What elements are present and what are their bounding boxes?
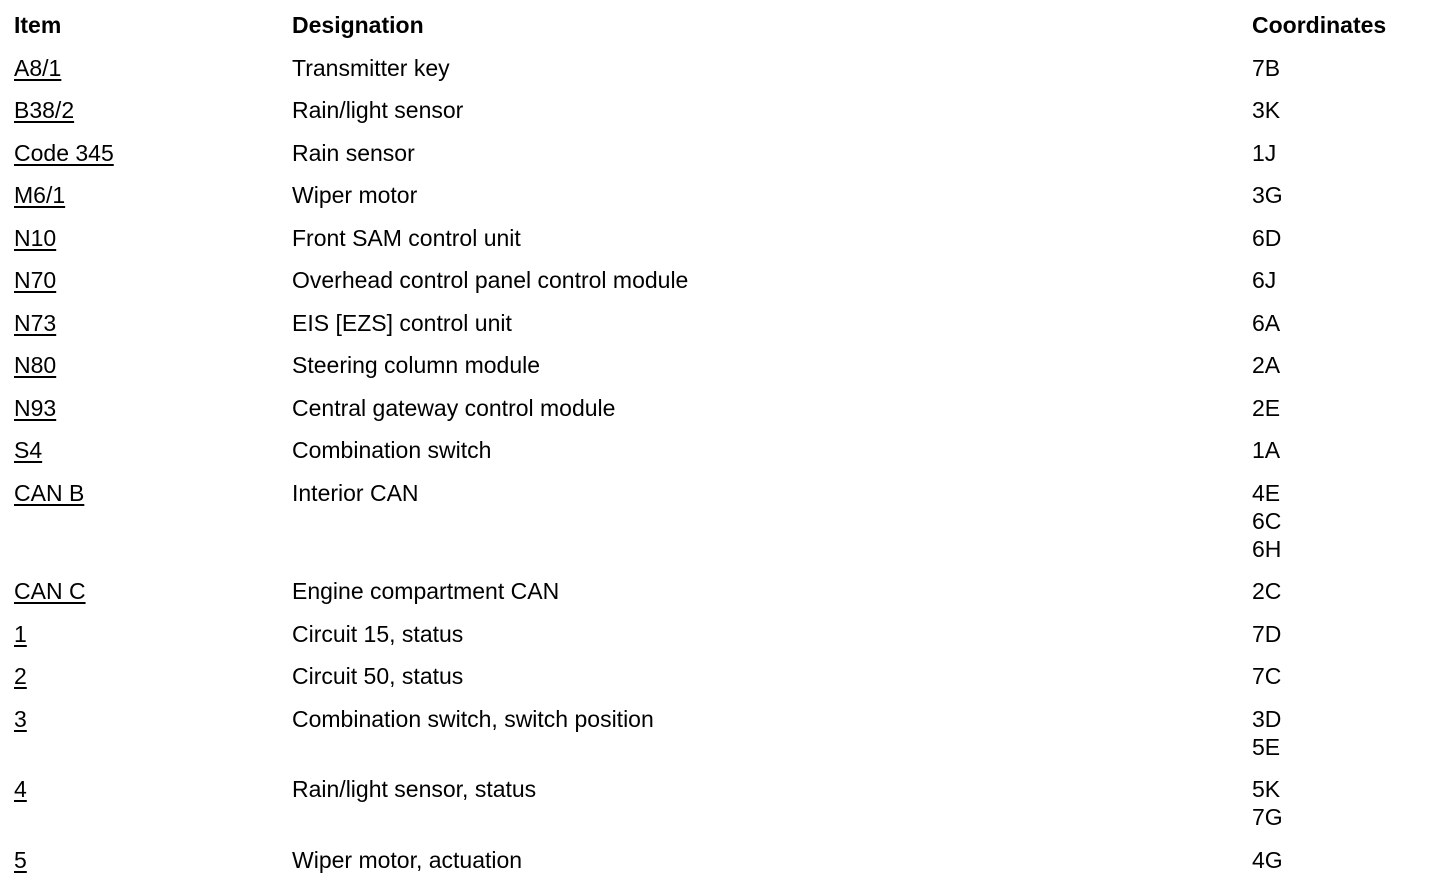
designation-cell: Rain sensor [292,139,415,166]
item-link[interactable]: S4 [14,437,43,463]
table-row [14,775,1424,846]
item-column-header: Item [14,12,62,38]
item-link[interactable]: 3 [14,705,27,732]
coordinates-cell: 3D 5E [1252,705,1282,760]
table-row [14,266,1424,309]
item-link[interactable]: Code 345 [14,139,114,166]
designation-cell: Combination switch, switch position [292,705,654,732]
coordinates-column-header: Coordinates [1252,12,1387,38]
coordinates-cell: 6D [1252,224,1282,251]
table-row [14,846,1424,889]
item-link[interactable]: CAN B [14,479,85,506]
designation-cell: Circuit 15, status [292,620,464,647]
coordinates-cell: 7D [1252,620,1282,647]
coordinates-cell: 3G [1252,182,1283,208]
coordinates-cell: 4G [1252,846,1283,873]
table-row [14,96,1424,139]
coordinates-cell: 2A [1252,352,1281,378]
table-header-row [14,11,1424,54]
coordinates-cell: 6A [1252,309,1281,336]
table-row [14,351,1424,394]
table-row [14,54,1424,97]
item-link[interactable]: CAN C [14,578,86,604]
designation-cell: Rain/light sensor, status [292,776,537,802]
coordinates-cell: 2C [1252,578,1282,604]
table-row [14,309,1424,352]
designation-cell: Wiper motor [292,182,418,208]
designation-cell: Engine compartment CAN [292,578,560,604]
coordinates-cell: 2E [1252,394,1281,421]
table-row [14,436,1424,479]
table-row [14,705,1424,776]
designation-column-header: Designation [292,12,424,38]
coordinates-cell: 5K 7G [1252,776,1283,830]
designation-cell: Central gateway control module [292,394,616,421]
item-link[interactable]: N10 [14,224,57,251]
designation-cell: Transmitter key [292,54,450,81]
item-link[interactable]: 5 [14,846,27,873]
coordinates-cell: 1J [1252,139,1277,166]
coordinates-cell: 4E 6C 6H [1252,479,1282,562]
item-link[interactable]: 1 [14,620,27,647]
designation-cell: Interior CAN [292,479,419,506]
coordinates-cell: 1A [1252,437,1281,463]
designation-cell: Steering column module [292,352,541,378]
coordinates-cell: 3K [1252,97,1281,123]
coordinates-cell: 6J [1252,267,1277,293]
item-link[interactable]: N93 [14,394,57,421]
legend-table [14,11,1424,888]
designation-cell: Combination switch [292,437,492,463]
designation-cell: Wiper motor, actuation [292,846,523,873]
item-link[interactable]: N70 [14,267,57,293]
table-row [14,620,1424,663]
item-link[interactable]: N73 [14,309,57,336]
designation-cell: EIS [EZS] control unit [292,309,512,336]
designation-cell: Circuit 50, status [292,663,464,689]
coordinates-cell: 7B [1252,54,1281,81]
table-row [14,479,1424,578]
table-row [14,139,1424,182]
item-link[interactable]: A8/1 [14,54,62,81]
item-link[interactable]: M6/1 [14,182,66,208]
coordinates-cell: 7C [1252,663,1282,689]
item-link[interactable]: 2 [14,663,27,689]
item-link[interactable]: 4 [14,776,27,802]
table-row [14,577,1424,620]
designation-cell: Overhead control panel control module [292,267,689,293]
item-link[interactable]: N80 [14,352,57,378]
designation-cell: Rain/light sensor [292,97,464,123]
designation-cell: Front SAM control unit [292,224,521,251]
table-row [14,394,1424,437]
table-row [14,181,1424,224]
table-row [14,224,1424,267]
table-row [14,662,1424,705]
item-link[interactable]: B38/2 [14,97,75,123]
